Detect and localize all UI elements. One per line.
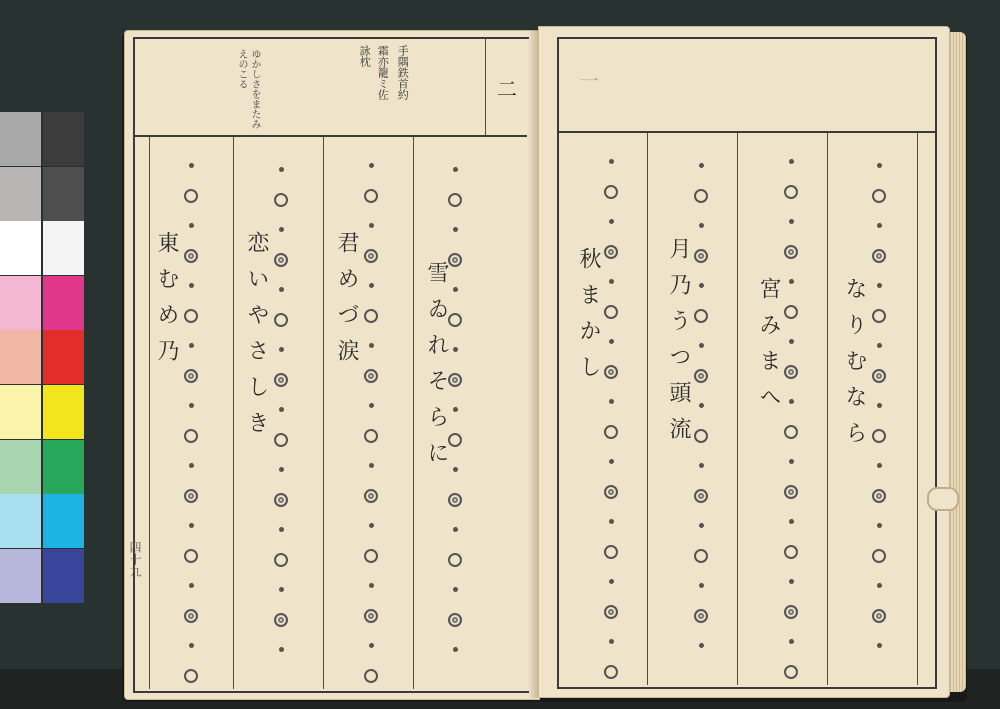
notation-circle (604, 605, 618, 619)
notation-dot (609, 279, 614, 284)
left-page-number: 四十九 (128, 541, 142, 577)
notation-circle (364, 249, 378, 263)
notation-circle (184, 489, 198, 503)
notation-dot (877, 163, 882, 168)
notation-circle (274, 373, 288, 387)
notation-circle (364, 609, 378, 623)
notation-dot (453, 587, 458, 592)
calibration-swatch (43, 112, 84, 166)
notation-circle (274, 613, 288, 627)
notation-circle (872, 609, 886, 623)
notation-dot (369, 403, 374, 408)
notation-dot (609, 579, 614, 584)
notation-circle (184, 669, 198, 683)
notation-dot (609, 219, 614, 224)
notation-dot (699, 283, 704, 288)
notation-dot (189, 523, 194, 528)
right-script-column-2: 月乃うつ頭流 (666, 237, 691, 453)
notation-dot (279, 527, 284, 532)
notation-circle (784, 485, 798, 499)
right-page (538, 26, 950, 698)
color-calibration-strip (0, 112, 84, 604)
calibration-swatch (0, 276, 41, 330)
calibration-swatch-row (0, 276, 84, 330)
left-header-verse-2: 霜亦籠ミ佐 (376, 45, 390, 100)
notation-dot (189, 163, 194, 168)
notation-dot (699, 163, 704, 168)
notation-dot (279, 167, 284, 172)
notation-circle (448, 193, 462, 207)
notation-dot (699, 583, 704, 588)
notation-dot (877, 643, 882, 648)
calibration-swatch (0, 221, 41, 275)
notation-dot (789, 639, 794, 644)
notation-dot (789, 279, 794, 284)
right-header-numeral: 一 (579, 69, 599, 93)
notation-circle (448, 433, 462, 447)
notation-circle (274, 193, 288, 207)
left-column-divider (323, 137, 324, 689)
notation-dot (369, 583, 374, 588)
notation-circle (448, 493, 462, 507)
notation-dot (877, 583, 882, 588)
notation-circle (694, 309, 708, 323)
notation-dot (189, 283, 194, 288)
notation-circle (604, 485, 618, 499)
notation-dot (699, 403, 704, 408)
calibration-swatch-row (0, 494, 84, 548)
calibration-swatch (43, 440, 84, 494)
calibration-swatch (43, 276, 84, 330)
notation-circle (364, 549, 378, 563)
calibration-swatch (43, 549, 84, 603)
notation-dot (369, 223, 374, 228)
notation-dot (789, 459, 794, 464)
left-script-column-2: 恋いやさしき (244, 231, 269, 447)
calibration-swatch (0, 112, 41, 166)
notation-circle (694, 489, 708, 503)
notation-dot (609, 459, 614, 464)
left-page (124, 30, 540, 700)
notation-circle (784, 245, 798, 259)
left-header-cursive-notes: ゆかしさをまたみえのこる (236, 49, 260, 129)
calibration-swatch (0, 494, 41, 548)
notation-circle (184, 189, 198, 203)
notation-circle (184, 609, 198, 623)
open-book (118, 22, 968, 700)
left-column-divider (149, 137, 150, 689)
notation-dot (369, 463, 374, 468)
notation-circle (872, 309, 886, 323)
notation-circle (448, 373, 462, 387)
calibration-swatch-row (0, 549, 84, 603)
notation-dot (877, 223, 882, 228)
notation-circle (604, 185, 618, 199)
page-edges (948, 32, 966, 692)
notation-dot (189, 463, 194, 468)
left-header-verse-1: 手隅鉄首約 (396, 45, 410, 100)
right-column-divider (917, 133, 918, 685)
calibration-swatch (43, 167, 84, 221)
notation-circle (604, 665, 618, 679)
calibration-swatch-row (0, 112, 84, 166)
notation-dot (453, 467, 458, 472)
notation-circle (872, 189, 886, 203)
notation-circle (604, 545, 618, 559)
left-column-divider (233, 137, 234, 689)
notation-circle (364, 429, 378, 443)
notation-dot (453, 287, 458, 292)
notation-circle (784, 365, 798, 379)
notation-circle (448, 553, 462, 567)
calibration-swatch (43, 221, 84, 275)
notation-circle (694, 609, 708, 623)
notation-dot (789, 399, 794, 404)
notation-dot (789, 519, 794, 524)
notation-circle (694, 549, 708, 563)
left-column-divider (413, 137, 414, 689)
notation-circle (784, 305, 798, 319)
right-header-divider (557, 131, 935, 133)
notation-circle (364, 669, 378, 683)
notation-dot (453, 347, 458, 352)
right-column-divider (647, 133, 648, 685)
notation-circle (784, 425, 798, 439)
notation-circle (784, 605, 798, 619)
notation-circle (184, 309, 198, 323)
right-page-frame (557, 37, 937, 689)
notation-circle (364, 369, 378, 383)
notation-circle (184, 429, 198, 443)
notation-dot (279, 587, 284, 592)
notation-circle (604, 425, 618, 439)
left-script-column-3: 君めづ涙 (334, 231, 359, 375)
notation-dot (453, 527, 458, 532)
notation-dot (369, 163, 374, 168)
notation-dot (189, 643, 194, 648)
notation-dot (609, 399, 614, 404)
notation-circle (694, 189, 708, 203)
notation-dot (699, 223, 704, 228)
notation-circle (604, 305, 618, 319)
notation-dot (279, 347, 284, 352)
notation-dot (609, 639, 614, 644)
notation-circle (364, 489, 378, 503)
notation-dot (789, 579, 794, 584)
calibration-swatch-row (0, 440, 84, 494)
notation-circle (274, 553, 288, 567)
notation-dot (877, 403, 882, 408)
notation-dot (279, 647, 284, 652)
right-script-column-3: 宮みまへ (756, 277, 781, 421)
right-script-column-1: 秋まかし (576, 247, 601, 391)
left-header-verse-3: 詠枕 (358, 45, 372, 67)
left-script-column-4: 雪ゐれそらに (424, 261, 449, 477)
notation-dot (453, 647, 458, 652)
notation-circle (448, 253, 462, 267)
notation-dot (877, 463, 882, 468)
notation-circle (184, 549, 198, 563)
notation-circle (694, 369, 708, 383)
notation-dot (699, 643, 704, 648)
notation-circle (604, 365, 618, 379)
notation-dot (789, 159, 794, 164)
right-column-divider (737, 133, 738, 685)
notation-dot (453, 407, 458, 412)
notation-circle (364, 189, 378, 203)
notation-dot (609, 339, 614, 344)
calibration-swatch-row (0, 330, 84, 384)
notation-dot (609, 519, 614, 524)
notation-circle (784, 665, 798, 679)
notation-circle (448, 313, 462, 327)
notation-circle (694, 249, 708, 263)
left-header-numeral: 二 (497, 77, 517, 101)
notation-circle (872, 489, 886, 503)
notation-circle (872, 429, 886, 443)
notation-dot (609, 159, 614, 164)
notation-dot (189, 403, 194, 408)
notation-dot (189, 583, 194, 588)
calibration-swatch (0, 385, 41, 439)
calibration-swatch (43, 385, 84, 439)
calibration-swatch (0, 330, 41, 384)
calibration-swatch (43, 494, 84, 548)
calibration-swatch (0, 549, 41, 603)
notation-dot (699, 523, 704, 528)
notation-dot (279, 467, 284, 472)
right-script-column-4: なりむなら (842, 277, 867, 457)
left-header-box-line (485, 39, 486, 135)
calibration-swatch-row (0, 221, 84, 275)
page-tab-marker (927, 487, 959, 511)
notation-dot (699, 343, 704, 348)
notation-dot (877, 283, 882, 288)
notation-dot (453, 167, 458, 172)
notation-circle (872, 549, 886, 563)
calibration-swatch-row (0, 167, 84, 221)
right-column-divider (827, 133, 828, 685)
notation-circle (604, 245, 618, 259)
notation-circle (274, 433, 288, 447)
notation-circle (872, 369, 886, 383)
notation-dot (279, 227, 284, 232)
notation-circle (274, 493, 288, 507)
left-script-column-1: 東むめ乃 (154, 231, 179, 375)
notation-dot (369, 523, 374, 528)
left-header-divider (133, 135, 527, 137)
notation-dot (877, 343, 882, 348)
notation-dot (369, 283, 374, 288)
notation-dot (279, 287, 284, 292)
notation-circle (784, 545, 798, 559)
notation-circle (784, 185, 798, 199)
notation-circle (694, 429, 708, 443)
calibration-swatch (0, 167, 41, 221)
calibration-swatch (0, 440, 41, 494)
notation-dot (877, 523, 882, 528)
notation-dot (789, 339, 794, 344)
calibration-swatch (43, 330, 84, 384)
notation-dot (453, 227, 458, 232)
notation-dot (699, 463, 704, 468)
notation-circle (448, 613, 462, 627)
notation-circle (872, 249, 886, 263)
notation-circle (274, 253, 288, 267)
notation-dot (189, 343, 194, 348)
notation-circle (184, 249, 198, 263)
notation-dot (279, 407, 284, 412)
notation-dot (789, 219, 794, 224)
notation-dot (189, 223, 194, 228)
notation-circle (184, 369, 198, 383)
calibration-swatch-row (0, 385, 84, 439)
notation-dot (369, 343, 374, 348)
notation-circle (274, 313, 288, 327)
notation-dot (369, 643, 374, 648)
notation-circle (364, 309, 378, 323)
